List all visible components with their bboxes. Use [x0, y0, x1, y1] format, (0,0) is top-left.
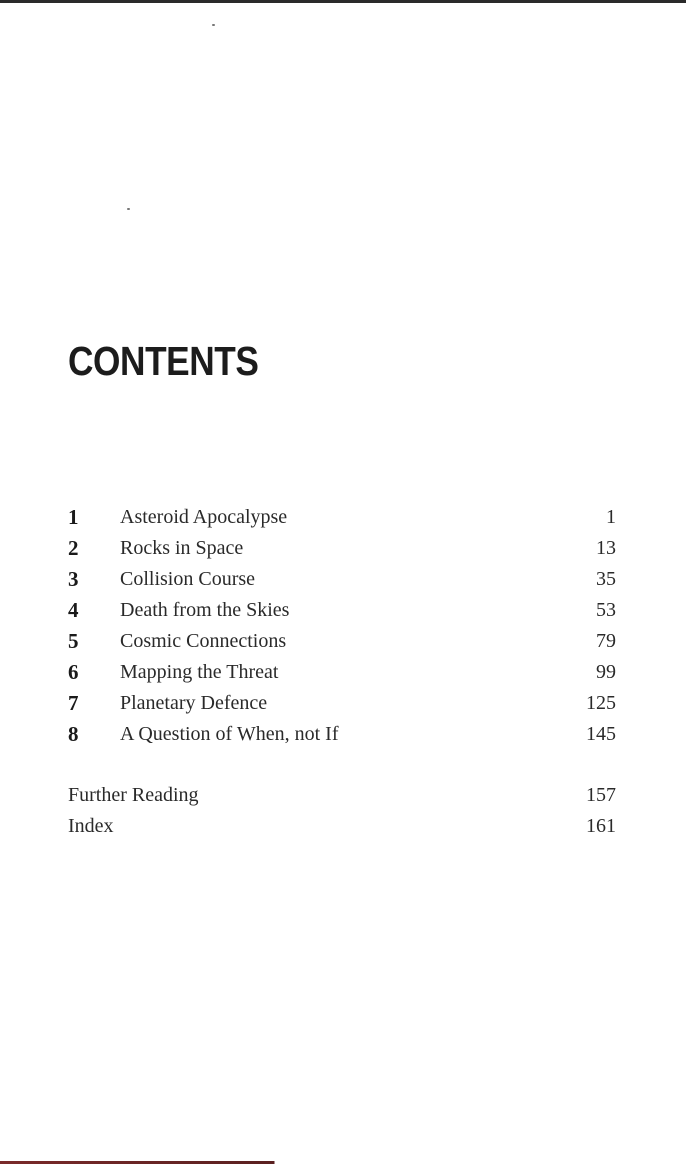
- chapter-title: Death from the Skies: [120, 599, 290, 621]
- toc-entry-index: [68, 811, 616, 842]
- chapter-title: Planetary Defence: [120, 692, 268, 714]
- back-matter-list: [68, 780, 616, 842]
- page-number: 53: [596, 599, 616, 621]
- chapter-title: A Question of When, not If: [120, 723, 339, 745]
- toc-entry: [68, 657, 616, 688]
- page-number: 145: [586, 723, 616, 745]
- chapter-number: 2: [68, 536, 79, 560]
- back-matter-title: Index: [68, 815, 114, 837]
- chapter-title: Cosmic Connections: [120, 630, 287, 652]
- scan-speck: [212, 24, 215, 26]
- toc-entry: [68, 626, 616, 657]
- page-number: 161: [586, 815, 616, 837]
- page-number: 79: [596, 630, 616, 652]
- chapter-title: Collision Course: [120, 568, 256, 590]
- chapter-title: Asteroid Apocalypse: [120, 506, 288, 528]
- chapter-number: 4: [68, 598, 79, 622]
- chapter-title: Rocks in Space: [120, 537, 244, 559]
- scan-speck: [127, 208, 130, 210]
- chapter-number: 6: [68, 660, 79, 684]
- page-number: 35: [596, 568, 616, 590]
- chapter-number: 1: [68, 505, 79, 529]
- page-number: 13: [596, 537, 616, 559]
- chapter-number: 5: [68, 629, 79, 653]
- page-number: 99: [596, 661, 616, 683]
- page-number: 125: [586, 692, 616, 714]
- page-number: 1: [606, 506, 616, 528]
- top-edge-rule: [0, 0, 686, 3]
- chapter-list: [68, 502, 616, 750]
- back-matter-title: Further Reading: [68, 784, 199, 806]
- toc-entry: [68, 595, 616, 626]
- toc-entry: [68, 688, 616, 719]
- chapter-number: 8: [68, 722, 79, 746]
- chapter-number: 7: [68, 691, 79, 715]
- toc-entry: [68, 564, 616, 595]
- toc-entry: [68, 502, 616, 533]
- chapter-title: Mapping the Threat: [120, 661, 279, 683]
- toc-entry-further-reading: [68, 780, 616, 811]
- chapter-number: 3: [68, 567, 79, 591]
- page-number: 157: [586, 784, 616, 806]
- toc-entry: [68, 533, 616, 564]
- page-title: CONTENTS: [68, 338, 259, 384]
- toc-entry: [68, 719, 616, 750]
